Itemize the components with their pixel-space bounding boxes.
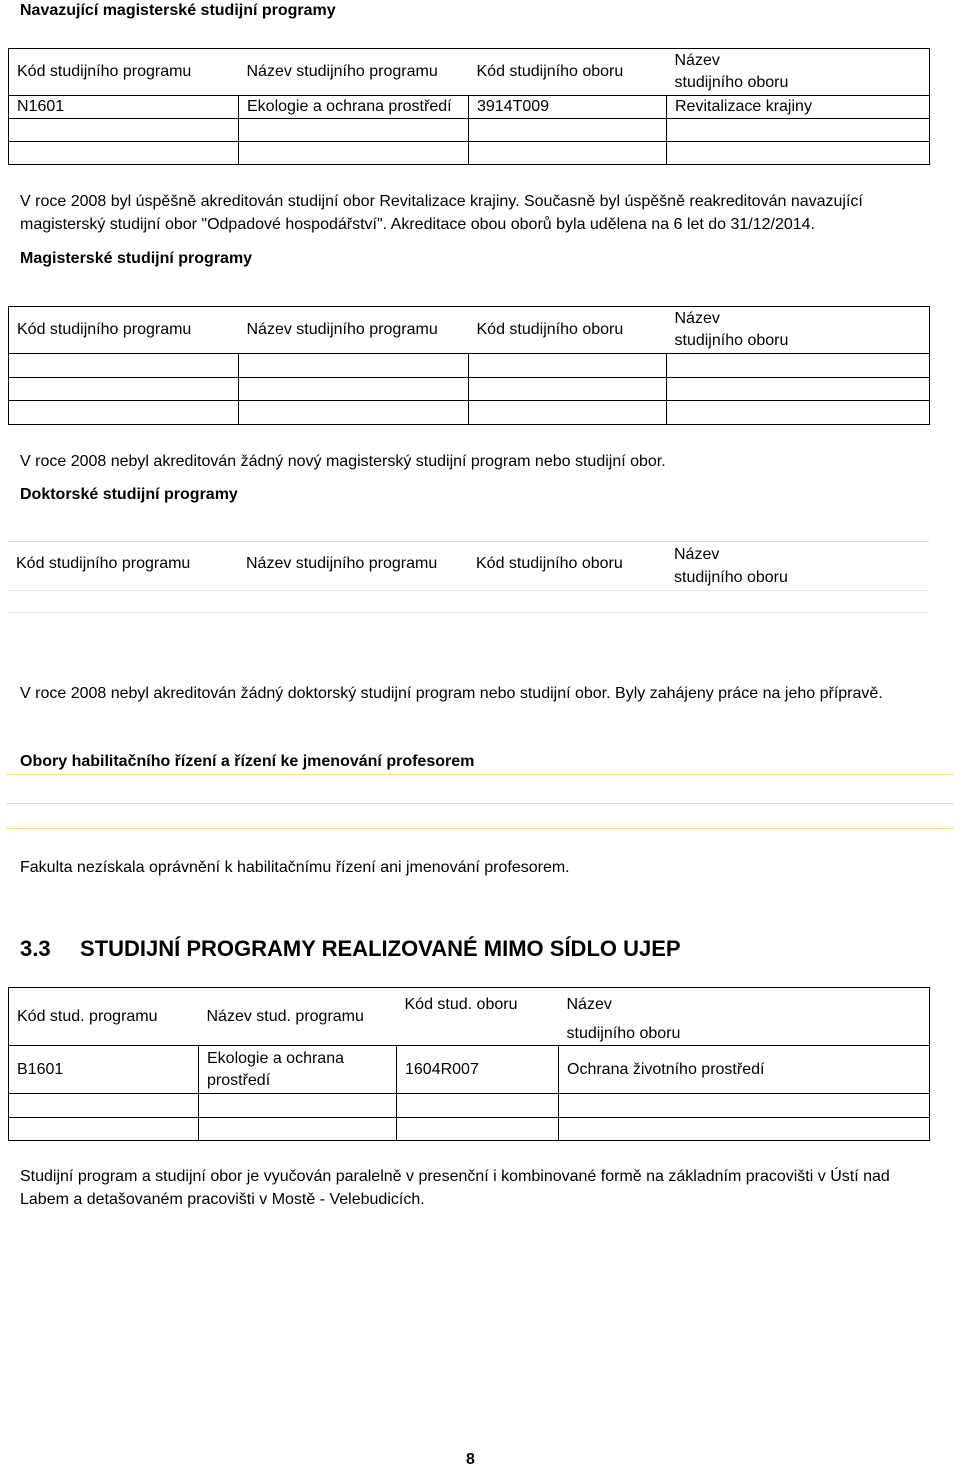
- table-divider: [8, 590, 929, 591]
- table-divider: [8, 612, 929, 613]
- cell-program-name: Ekologie a ochrana prostředí: [247, 98, 452, 115]
- section-title: STUDIJNÍ PROGRAMY REALIZOVANÉ MIMO SÍDLO UJEP: [80, 936, 681, 961]
- col-header-field-name-1: Název: [674, 52, 720, 69]
- table-row: [9, 96, 930, 119]
- habilitace-paragraph: Fakulta nezískala oprávnění k habilitačnímu řízení ani jmenování profesorem.: [20, 859, 570, 876]
- mimo-sidlo-table: [8, 987, 930, 1141]
- col-header-field-code: Kód stud. oboru: [404, 996, 518, 1013]
- col-header-program-code: Kód studijního programu: [17, 321, 192, 338]
- cell-program-name-1: Ekologie a ochrana: [207, 1049, 344, 1067]
- cell-program-name-2: prostředí: [207, 1071, 271, 1089]
- page-number: 8: [466, 1451, 475, 1468]
- col-header-field-name-1: Název: [566, 996, 612, 1013]
- col-header-program-code: Kód studijního programu: [16, 555, 191, 572]
- cell-program-code: N1601: [17, 98, 65, 115]
- table-header-row: [9, 49, 930, 96]
- mimo-sidlo-paragraph: [20, 1165, 950, 1211]
- col-header-program-name: Název stud. programu: [206, 1007, 364, 1025]
- table-row: [9, 1118, 930, 1141]
- rule-yellow: [6, 828, 954, 829]
- table-row: [9, 119, 930, 142]
- col-header-program-code: Kód stud. programu: [17, 1007, 158, 1025]
- doktorske-paragraph: V roce 2008 nebyl akreditován žádný doktorský studijní program nebo studijní obor. Byly zahájeny práce na jeho přípravě.: [20, 685, 883, 702]
- table-row: [9, 1046, 930, 1094]
- col-header-field-name-2: studijního oboru: [674, 74, 789, 91]
- navazujici-paragraph: V roce 2008 byl úspěšně akreditován studijní obor Revitalizace krajiny. Současně byl úspěšně reakreditován navazující magisterský studijní obor "Odpadové hospodářství". Akreditace obou oborů byla udělena na 6 let do 31/12/2014.: [20, 193, 863, 233]
- mimo-sidlo-paragraph-line-2: Labem a detašovaném pracovišti v Mostě - Velebudicích.: [20, 1191, 425, 1208]
- col-header-field-name-2: studijního oboru: [566, 1025, 681, 1042]
- cell-program-code: B1601: [17, 1060, 64, 1078]
- mimo-sidlo-paragraph-line-1: Studijní program a studijní obor je vyučován paralelně v presenční i kombinované formě na základním pracovišti v Ústí nad: [20, 1168, 890, 1185]
- col-header-field-name-2: studijního oboru: [674, 332, 789, 349]
- table-row: [9, 354, 930, 378]
- section-heading-habilitace: Obory habilitačního řízení a řízení ke jmenování profesorem: [20, 753, 475, 770]
- section-heading-magisterske: Magisterské studijní programy: [20, 250, 253, 267]
- section-number: 3.3: [20, 936, 51, 961]
- col-header-program-name: Název studijního programu: [246, 63, 438, 80]
- rule-gray: [6, 803, 954, 804]
- col-header-field-name-1: Název: [674, 546, 720, 563]
- table-row: [9, 401, 930, 425]
- table-header-row: [9, 988, 930, 1046]
- rule-yellow: [6, 774, 954, 775]
- table-row: [9, 142, 930, 165]
- section-heading-doktorske: Doktorské studijní programy: [20, 486, 238, 503]
- col-header-program-name: Název studijního programu: [246, 555, 438, 572]
- section-heading-navazujici: Navazující magisterské studijní programy: [20, 2, 336, 19]
- col-header-field-name-2: studijního oboru: [674, 569, 788, 586]
- col-header-field-code: Kód studijního oboru: [476, 555, 623, 572]
- table-top-rule: [8, 541, 929, 542]
- cell-field-code: 3914T009: [477, 98, 550, 115]
- navazujici-table: [8, 48, 930, 165]
- table-row: [9, 1094, 930, 1118]
- table-row: [9, 378, 930, 401]
- col-header-program-name: Název studijního programu: [246, 321, 438, 338]
- col-header-field-name: [674, 543, 929, 589]
- col-header-field-code: Kód studijního oboru: [476, 321, 624, 338]
- magisterske-paragraph: V roce 2008 nebyl akreditován žádný nový magisterský studijní program nebo studijní obor.: [20, 453, 666, 470]
- col-header-program-code: Kód studijního programu: [17, 63, 192, 80]
- cell-field-code: 1604R007: [405, 1060, 479, 1078]
- table-header-row: [9, 307, 930, 354]
- magisterske-table: [8, 306, 930, 425]
- cell-field-name: Revitalizace krajiny: [675, 98, 812, 115]
- col-header-field-name-1: Název: [674, 310, 720, 327]
- col-header-field-code: Kód studijního oboru: [476, 63, 624, 80]
- cell-field-name: Ochrana životního prostředí: [567, 1060, 765, 1078]
